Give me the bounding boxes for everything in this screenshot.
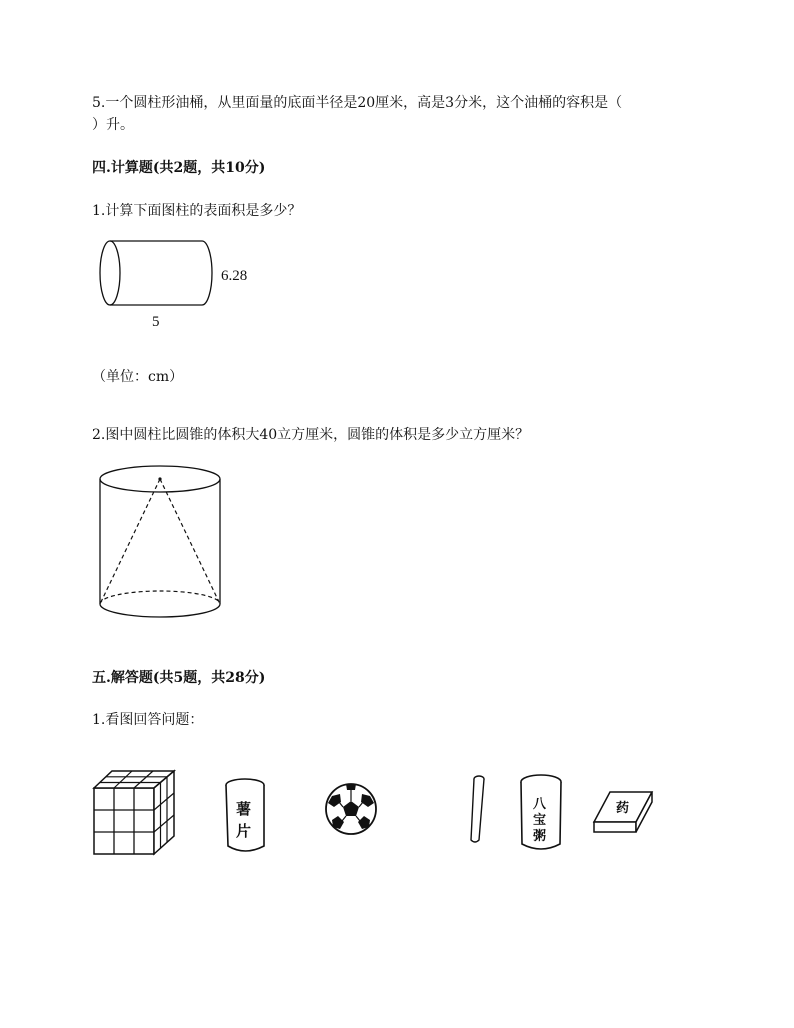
s5-q1-text: 1.看图回答问题： — [92, 712, 204, 728]
cylinder-bottom-front — [100, 604, 220, 617]
cylinder-height-label: 6.28 — [221, 268, 248, 284]
chips-can-illustration — [222, 776, 272, 856]
congee-label-1: 八 — [533, 797, 547, 812]
s4-q1-unit: （单位：cm） — [92, 369, 184, 385]
section4-title: 四.计算题(共2题，共10分) — [92, 160, 266, 176]
s4-q2-text: 2.图中圆柱比圆锥的体积大40立方厘米，圆锥的体积是多少立方厘米？ — [92, 427, 530, 443]
cone-left-edge — [100, 479, 160, 604]
medicine-label: 药 — [616, 801, 630, 816]
chips-label-top: 薯 — [236, 800, 252, 818]
cone-apex — [158, 477, 161, 480]
congee-label-2: 宝 — [533, 813, 547, 828]
cylinder-figure-horizontal — [90, 235, 270, 335]
cylinder-length-label: 5 — [152, 314, 160, 330]
q5-line1: 5.一个圆柱形油桶，从里面量的底面半径是20厘米，高是3分米，这个油桶的容积是（ — [92, 95, 623, 111]
soccer-ball-illustration — [324, 782, 378, 836]
cylinder-right-arc — [202, 241, 212, 305]
rod-illustration — [468, 774, 488, 846]
cone-right-edge — [160, 479, 220, 604]
cylinder-bottom-back — [100, 591, 220, 604]
section5-title: 五.解答题(共5题，共28分) — [92, 670, 266, 686]
cylinder-cone-figure — [92, 462, 228, 626]
medicine-box-illustration — [590, 788, 660, 842]
congee-can-illustration — [516, 772, 568, 856]
cube-illustration — [92, 768, 182, 858]
cylinder-left-face — [100, 241, 120, 305]
q5-line2: ）升。 — [92, 117, 134, 133]
s4-q1-text: 1.计算下面图柱的表面积是多少？ — [92, 203, 302, 219]
congee-label-3: 粥 — [533, 829, 547, 844]
chips-label-bottom: 片 — [236, 822, 252, 840]
